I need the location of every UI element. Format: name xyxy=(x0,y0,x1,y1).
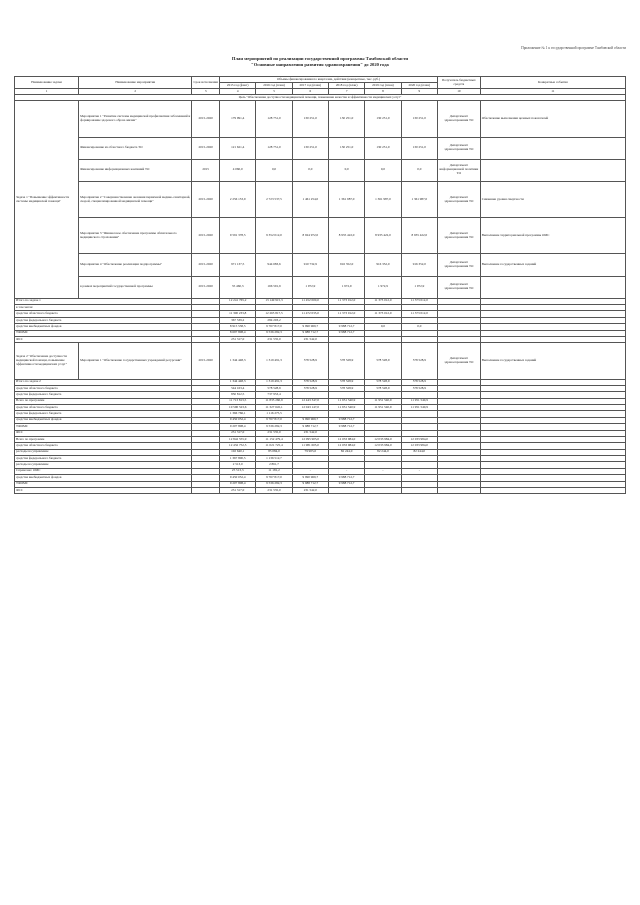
activity-executor: Департамент здравоохранения ТО xyxy=(438,181,481,217)
summary-value: 9 988 712,7 xyxy=(328,424,364,430)
summary-label: средства внебюджетных фондов xyxy=(15,324,192,330)
summary-label: средства областного бюджета xyxy=(15,311,192,317)
col-num: 8 xyxy=(365,89,401,95)
summary-label: Итого по задаче 2 xyxy=(15,379,192,385)
activity-row xyxy=(15,101,626,137)
funding-value: 179 991,4 xyxy=(220,101,256,137)
activity-name: Мероприятие 2 "Совершенствование оказания первичной медико-санитарной, скорой, специализированной медицинской помощи" xyxy=(79,181,192,217)
activity-term: 2015 xyxy=(192,159,220,181)
summary-value: 12 033 984,0 xyxy=(328,443,364,449)
summary-value: 578 528,9 xyxy=(256,385,292,391)
summary-value: 578 528,9 xyxy=(292,379,328,385)
summary-value: 9 988 712,7 xyxy=(328,330,364,336)
funding-value: 1 319 491,3 xyxy=(256,343,292,379)
funding-value: 0,0 xyxy=(328,159,364,181)
activity-executor: Департамент здравоохранения ТО xyxy=(438,137,481,159)
summary-label: средства внебюджетных фондов xyxy=(15,475,192,481)
summary-value: 1 366 766,1 xyxy=(220,411,256,417)
funding-value: 916 352,0 xyxy=(365,254,401,276)
summary-value: 9 767 817,0 xyxy=(256,324,292,330)
plan-table xyxy=(14,76,626,494)
header-result: Конкретные события xyxy=(480,77,625,89)
summary-value: 9 450 052,4 xyxy=(220,475,256,481)
summary-value: 12 095 905,0 xyxy=(292,436,328,442)
summary-value: - xyxy=(401,468,437,474)
funding-value: 944 683,6 xyxy=(256,254,292,276)
summary-label: средства федерального бюджета xyxy=(15,411,192,417)
activity-result: Обеспечение выполнения целевых показателей xyxy=(480,101,625,137)
activity-result: Выполнение государственных заданий xyxy=(480,343,625,379)
activity-executor: Департамент здравоохранения ТО xyxy=(438,343,481,379)
activity-term: 2015-2020 xyxy=(192,181,220,217)
summary-value: 11 981 605,0 xyxy=(292,443,328,449)
summary-value: 2 861,7 xyxy=(256,462,292,468)
funding-value: 578 528,9 xyxy=(328,343,364,379)
task-2-name: Задача 2 "Обеспечение доступности медицинской помощи, повышение эффективности медицинских услуг" xyxy=(15,343,79,379)
summary-label: ТФОМС xyxy=(15,424,192,430)
summary-label: средства областного бюджета xyxy=(15,443,192,449)
summary-value: 11 472 035,0 xyxy=(292,311,328,317)
summary-value: 11 373 012,0 xyxy=(365,298,401,304)
summary-value: 9 990 969,7 xyxy=(292,417,328,423)
summary-value: 11 951 540,9 xyxy=(401,405,437,411)
summary-value: 12 043 147,0 xyxy=(292,405,328,411)
summary-value: 9 988 712,7 xyxy=(328,324,364,330)
summary-value: 82 244,0 xyxy=(328,449,364,455)
funding-value: 4 060,0 xyxy=(220,159,256,181)
activity-name: Мероприятие 1 "Развитие системы медицинской профилактики заболеваний и формирование здорового образа жизни" xyxy=(79,101,192,137)
funding-value: 916 352,0 xyxy=(401,254,437,276)
funding-value: 0,0 xyxy=(365,159,401,181)
goal-text: Цель "Обеспечение доступности медицинской помощи, повышение качества и эффективности медицинских услуг" xyxy=(15,95,626,101)
summary-value: 11 951 540,9 xyxy=(365,398,401,404)
col-num: 2 xyxy=(79,89,192,95)
col-num: 11 xyxy=(480,89,625,95)
summary-value: 367 539,2 xyxy=(220,317,256,323)
summary-value: 578 528,9 xyxy=(292,385,328,391)
funding-value: 1 361 987,0 xyxy=(401,181,437,217)
document-title xyxy=(0,56,640,68)
header-2016: 2016 год (план) xyxy=(256,83,292,89)
summary-label: ФСС xyxy=(15,487,192,493)
summary-value: - xyxy=(365,468,401,474)
summary-value: 12 443 347,0 xyxy=(292,398,328,404)
summary-value: 9 990 969,7 xyxy=(292,324,328,330)
summary-value: 13 149 915,3 xyxy=(256,298,292,304)
summary-value: 9 767 817,0 xyxy=(256,417,292,423)
summary-value: 11 021 725,4 xyxy=(256,443,292,449)
funding-value: 0,0 xyxy=(256,159,292,181)
summary-value: 11 951 540,9 xyxy=(401,398,437,404)
summary-value: 12 432 752,5 xyxy=(220,443,256,449)
summary-value: 9 207 808,4 xyxy=(220,424,256,430)
summary-value: 11 152 479,4 xyxy=(256,436,292,442)
summary-value: 1 116 275,5 xyxy=(256,411,292,417)
header-2017: 2017 год (план) xyxy=(292,83,328,89)
summary-label: Справочно: ОМС xyxy=(15,468,192,474)
summary-value: 578 528,9 xyxy=(328,385,364,391)
summary-value: 11 373 012,0 xyxy=(365,311,401,317)
summary-value: 25 513,3 xyxy=(220,468,256,474)
funding-value: 578 528,9 xyxy=(401,343,437,379)
summary-value: 79 905,0 xyxy=(292,449,328,455)
activity-name: в рамках мероприятий государственной программы xyxy=(79,276,192,298)
funding-value: 8 935 422,0 xyxy=(401,218,437,254)
summary-value: 9 988 712,7 xyxy=(292,481,328,487)
summary-value: 9 536 282,3 xyxy=(256,330,292,336)
funding-value: 1 361 987,0 xyxy=(365,181,401,217)
col-num: 5 xyxy=(256,89,292,95)
summary-value: 9 536 282,3 xyxy=(256,424,292,430)
funding-value: 578 528,9 xyxy=(365,343,401,379)
activity-result xyxy=(480,276,625,298)
header-2019: 2019 год (план) xyxy=(365,83,401,89)
header-activity: Наименование мероприятия xyxy=(79,77,192,89)
funding-value: 128 751,0 xyxy=(256,137,292,159)
activity-row xyxy=(15,343,626,379)
summary-value: 9 450 052,4 xyxy=(220,417,256,423)
header-2018: 2018 год (план) xyxy=(328,83,364,89)
summary-value: 284 203,2 xyxy=(256,317,292,323)
funding-value: 1 972,9 xyxy=(328,276,364,298)
col-num: 10 xyxy=(438,89,481,95)
summary-value: 12 241 765,2 xyxy=(220,298,256,304)
activity-result xyxy=(480,137,625,159)
activity-executor: Департамент информационной политики ТО xyxy=(438,159,481,181)
summary-label: ТФОМС xyxy=(15,481,192,487)
funding-value: 1 972,9 xyxy=(401,276,437,298)
summary-result xyxy=(480,487,625,493)
activity-row xyxy=(15,254,626,276)
funding-value: 1 461 254,0 xyxy=(292,181,328,217)
summary-value: 9 988 712,7 xyxy=(328,475,364,481)
summary-label: в том числе: xyxy=(15,305,192,311)
summary-value: 102 640,1 xyxy=(220,449,256,455)
summary-term xyxy=(192,487,220,493)
summary-value: 231 542,0 xyxy=(292,336,328,342)
activity-executor: Департамент здравоохранения ТО xyxy=(438,101,481,137)
summary-row xyxy=(15,487,626,493)
summary-value: 82 244,0 xyxy=(401,449,437,455)
summary-value: 85 084,0 xyxy=(256,449,292,455)
summary-value: 1 136 512,7 xyxy=(256,456,292,462)
summary-label: ФСС xyxy=(15,430,192,436)
activity-result: Выполнение территориальной программы ОМС xyxy=(480,218,625,254)
activity-name: Мероприятие 3 "Финансовое обеспечение программы обязательного медицинского страхования" xyxy=(79,218,192,254)
summary-value: 11 373 012,0 xyxy=(328,311,364,317)
summary-value: 12 033 984,0 xyxy=(401,443,437,449)
funding-value: 0,0 xyxy=(292,159,328,181)
summary-value xyxy=(365,487,401,493)
activity-term: 2015-2020 xyxy=(192,254,220,276)
funding-value: 8 935 422,0 xyxy=(328,218,364,254)
summary-value: 11 373 012,0 xyxy=(401,311,437,317)
funding-value: 130 251,0 xyxy=(292,101,328,137)
summary-value: 578 528,9 xyxy=(401,385,437,391)
funding-value: 916 352,0 xyxy=(328,254,364,276)
summary-value: 12 033 984,0 xyxy=(365,443,401,449)
summary-value: 231 535,0 xyxy=(256,430,292,436)
activity-row xyxy=(15,218,626,254)
funding-value: 35 460,3 xyxy=(220,276,256,298)
funding-value: 130 251,0 xyxy=(401,137,437,159)
funding-value: 130 251,0 xyxy=(365,101,401,137)
funding-value: 578 528,9 xyxy=(292,343,328,379)
summary-value: 1 367 800,5 xyxy=(220,456,256,462)
summary-label: средства областного бюджета xyxy=(15,405,192,411)
summary-value: 1 319 491,3 xyxy=(256,379,292,385)
activity-executor: Департамент здравоохранения ТО xyxy=(438,254,481,276)
activity-term: 2015-2020 xyxy=(192,101,220,137)
summary-value: 231 317,0 xyxy=(220,487,256,493)
summary-value: 9 988 712,7 xyxy=(328,417,364,423)
funding-value: 1 972,9 xyxy=(292,276,328,298)
col-num: 7 xyxy=(328,89,364,95)
task-1-name: Задача 1 "Повышение эффективности системы медицинской помощи" xyxy=(15,101,79,298)
funding-value: 910 732,9 xyxy=(292,254,328,276)
summary-value xyxy=(328,487,364,493)
funding-value: 1 344 448,3 xyxy=(220,343,256,379)
summary-value: 12 265 817,5 xyxy=(256,311,292,317)
summary-label: средства областного бюджета xyxy=(15,385,192,391)
summary-value: 11 835 260,9 xyxy=(256,398,292,404)
activity-name: Финансирование из областного бюджета ТО xyxy=(79,137,192,159)
appendix-note: Приложение № 1 к государственной программе Тамбовской области xyxy=(521,46,626,50)
summary-value: 0,0 xyxy=(401,324,437,330)
activity-term: 2015-2020 xyxy=(192,218,220,254)
summary-value: 11 452 000,0 xyxy=(292,298,328,304)
summary-label: средства внебюджетных фондов xyxy=(15,417,192,423)
activity-executor: Департамент здравоохранения ТО xyxy=(438,276,481,298)
summary-value: 11 713 813,5 xyxy=(220,398,256,404)
activity-term: 2015-2020 xyxy=(192,343,220,379)
activity-name: Мероприятие 1 "Обеспечение государственных учреждений ресурсами" xyxy=(79,343,192,379)
activity-term: 2015-2020 xyxy=(192,276,220,298)
summary-value: 11 181,2 xyxy=(256,468,292,474)
summary-label: расходы на управление xyxy=(15,462,192,468)
summary-value: 9 988 712,7 xyxy=(328,481,364,487)
col-num: 9 xyxy=(401,89,437,95)
summary-label: ТФОМС xyxy=(15,330,192,336)
summary-label: средства федерального бюджета xyxy=(15,456,192,462)
summary-value: 12 842 555,9 xyxy=(220,436,256,442)
activity-result: Выполнение государственных заданий xyxy=(480,254,625,276)
summary-value: 544 163,4 xyxy=(220,385,256,391)
summary-label: Всего по программе xyxy=(15,436,192,442)
funding-value: 8 924 972,0 xyxy=(292,218,328,254)
col-num: 1 xyxy=(15,89,79,95)
activity-name: Мероприятие 4 "Обеспечение реализации подпрограммы" xyxy=(79,254,192,276)
summary-value: 9 988 712,7 xyxy=(292,424,328,430)
summary-label: расходы на управление xyxy=(15,449,192,455)
funding-value: 130 251,0 xyxy=(328,101,364,137)
header-2020: 2020 год (план) xyxy=(401,83,437,89)
summary-value: 578 528,9 xyxy=(365,379,401,385)
summary-value: 737 953,4 xyxy=(256,392,292,398)
summary-value: 11 373 012,0 xyxy=(328,298,364,304)
summary-value: 12 033 984,0 xyxy=(328,436,364,442)
funding-value: 9 352 012,0 xyxy=(256,218,292,254)
title-line-1: План мероприятий по реализации государственной программы Тамбовской области xyxy=(231,56,409,61)
funding-value: 2 723 537,5 xyxy=(256,181,292,217)
col-num: 3 xyxy=(192,89,220,95)
summary-value: 9 536 282,3 xyxy=(256,481,292,487)
summary-value: 9 988 712,7 xyxy=(292,330,328,336)
header-2015: 2015 год (факт) xyxy=(220,83,256,89)
summary-value: 8 697 808,4 xyxy=(220,330,256,336)
summary-label: Итого по задаче 1 xyxy=(15,298,192,304)
header-term: Срок исполнения xyxy=(192,77,220,89)
activity-executor: Департамент здравоохранения ТО xyxy=(438,218,481,254)
summary-value: 9 767 817,0 xyxy=(256,475,292,481)
summary-value: 82 244,0 xyxy=(365,449,401,455)
col-num: 6 xyxy=(292,89,328,95)
funding-value: 130 251,0 xyxy=(401,101,437,137)
funding-value: 0,0 xyxy=(401,159,437,181)
summary-value: 578 528,9 xyxy=(365,385,401,391)
summary-value: 578 528,9 xyxy=(328,379,364,385)
summary-value: 231 535,0 xyxy=(256,487,292,493)
summary-value: 231 535,0 xyxy=(256,336,292,342)
summary-value: 10 590 523,6 xyxy=(220,405,256,411)
funding-value: 166 591,9 xyxy=(256,276,292,298)
col-num: 4 xyxy=(220,89,256,95)
activity-name: Финансирование информационных компаний ТО xyxy=(79,159,192,181)
summary-value: 11 300 233,8 xyxy=(220,311,256,317)
activity-result xyxy=(480,159,625,181)
funding-value: 2 256 153,9 xyxy=(220,181,256,217)
summary-value: 8 915 538,5 xyxy=(220,324,256,330)
header-executor: Получатель бюджетных средств xyxy=(438,77,481,89)
summary-value: 231 542,0 xyxy=(292,487,328,493)
funding-value: 9 591 378,5 xyxy=(220,218,256,254)
summary-value: - xyxy=(292,468,328,474)
funding-value: 1 361 987,0 xyxy=(328,181,364,217)
activity-row xyxy=(15,181,626,217)
title-line-2: "Основные направления развития здравоохранения" до 2020 года xyxy=(251,62,389,67)
funding-value: 8 935 422,0 xyxy=(365,218,401,254)
summary-value: 1 344 448,3 xyxy=(220,379,256,385)
summary-value: 578 528,9 xyxy=(401,379,437,385)
activity-row xyxy=(15,159,626,181)
activity-row xyxy=(15,276,626,298)
funding-value: 130 251,0 xyxy=(365,137,401,159)
summary-value: 12 033 984,0 xyxy=(401,436,437,442)
funding-value: 128 751,0 xyxy=(256,101,292,137)
summary-value: 11 951 540,9 xyxy=(328,398,364,404)
header-funding: Объемы финансирования по кварталам, действия (конкретные, тыс. руб.) xyxy=(220,77,438,83)
summary-value: 12 033 984,0 xyxy=(365,436,401,442)
summary-value: - xyxy=(328,468,364,474)
summary-label: средства федерального бюджета xyxy=(15,317,192,323)
funding-value: 130 251,0 xyxy=(292,137,328,159)
summary-value: 11 327 645,1 xyxy=(256,405,292,411)
header-task: Наименование задачи xyxy=(15,77,79,89)
funding-value: 1 972,9 xyxy=(365,276,401,298)
summary-value: 9 990 969,7 xyxy=(292,475,328,481)
funding-value: 130 251,0 xyxy=(328,137,364,159)
summary-value: 231 542,0 xyxy=(292,430,328,436)
funding-value: 971 137,5 xyxy=(220,254,256,276)
summary-value: 231 317,0 xyxy=(220,336,256,342)
activity-result: Снижение уровня смертности xyxy=(480,181,625,217)
activity-row xyxy=(15,137,626,159)
summary-value: 11 373 012,0 xyxy=(401,298,437,304)
summary-executor xyxy=(438,487,481,493)
summary-value: 9 207 808,4 xyxy=(220,481,256,487)
summary-value: 850 812,5 xyxy=(220,392,256,398)
summary-value: 231 317,0 xyxy=(220,430,256,436)
summary-value: 2 513,0 xyxy=(220,462,256,468)
activity-term: 2015-2020 xyxy=(192,137,220,159)
summary-value: 11 951 540,9 xyxy=(328,405,364,411)
summary-value: 11 951 540,9 xyxy=(365,405,401,411)
funding-value: 121 621,4 xyxy=(220,137,256,159)
summary-label: Всего по программе xyxy=(15,398,192,404)
summary-value xyxy=(401,487,437,493)
summary-label: средства федерального бюджета xyxy=(15,392,192,398)
summary-label: ФСС xyxy=(15,336,192,342)
summary-value: 0,0 xyxy=(365,324,401,330)
